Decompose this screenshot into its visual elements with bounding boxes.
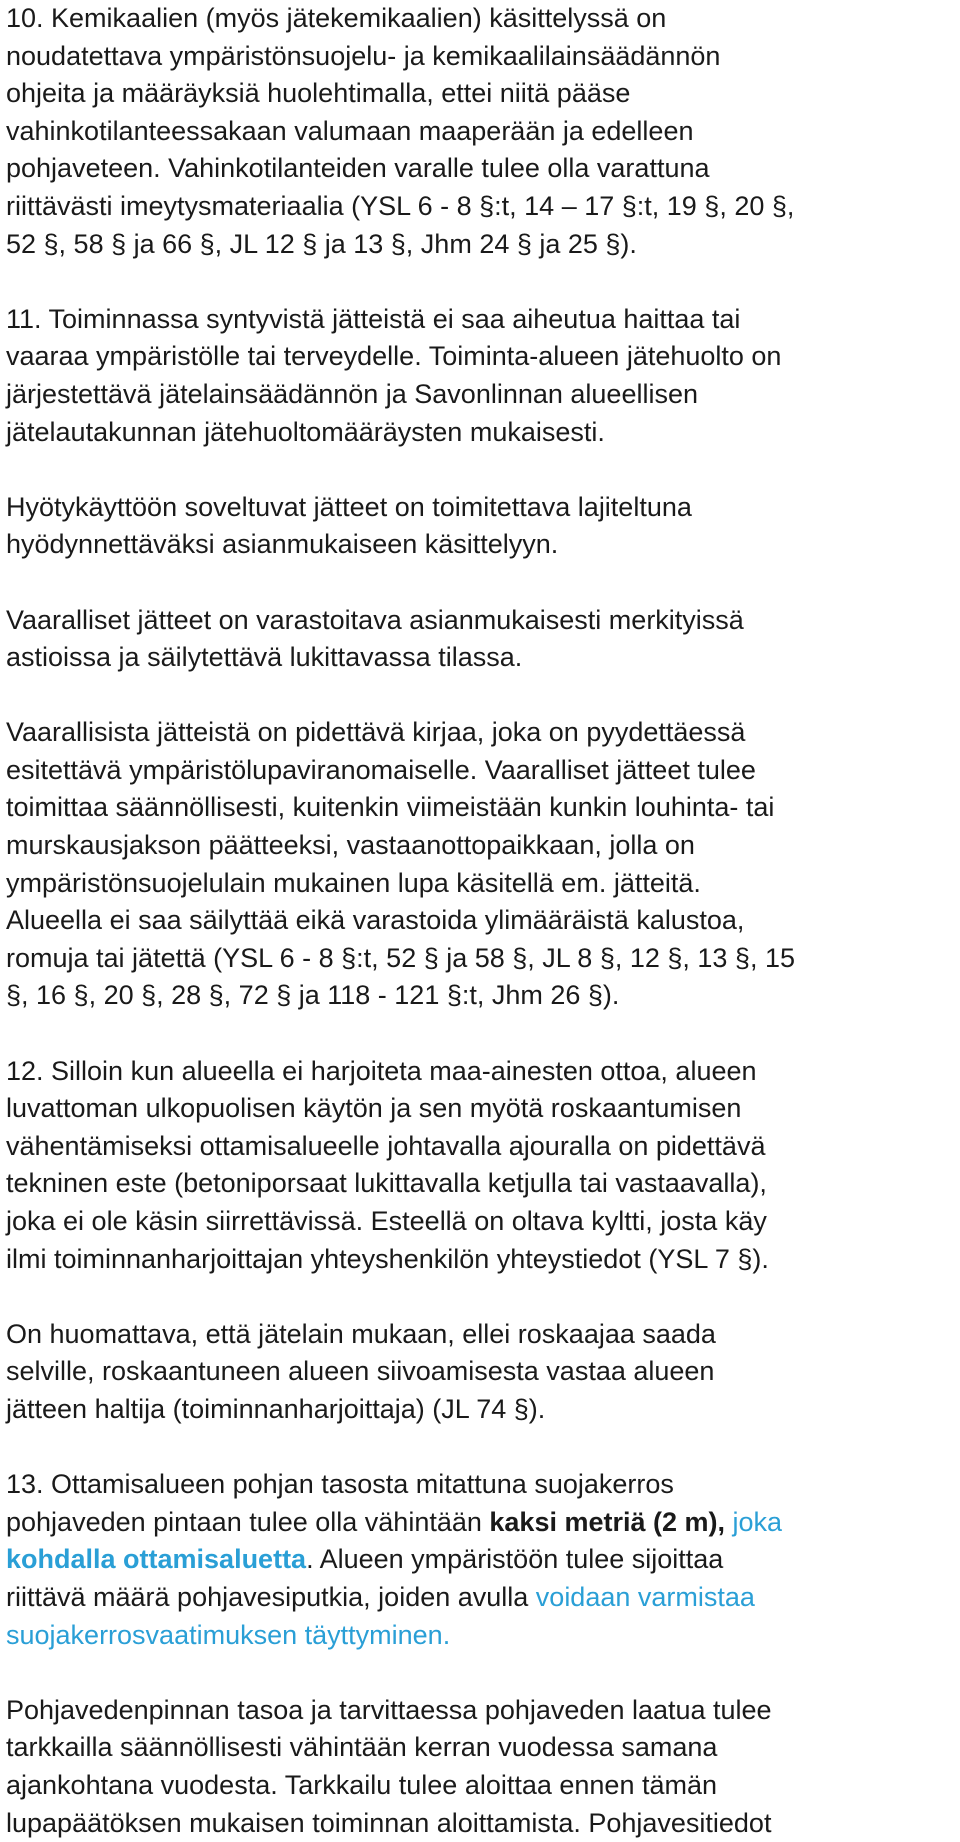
- text-line: §, 16 §, 20 §, 28 §, 72 § ja 118 - 121 §:t, Jhm 26 §).: [6, 977, 954, 1015]
- highlighted-text: joka: [725, 1507, 782, 1537]
- text-line: joka ei ole käsin siirrettävissä. Esteellä on oltava kyltti, josta käy: [6, 1203, 954, 1241]
- highlighted-bold-text: kohdalla ottamisaluetta: [6, 1544, 306, 1574]
- text-line: 13. Ottamisalueen pohjan tasosta mitattuna suojakerros: [6, 1466, 954, 1504]
- text-line: 52 §, 58 § ja 66 §, JL 12 § ja 13 §, Jhm 24 § ja 25 §).: [6, 226, 954, 264]
- text-line: hyödynnettäväksi asianmukaiseen käsittelyyn.: [6, 526, 954, 564]
- paragraph-spacer: [6, 1429, 954, 1467]
- text-line: [6, 1541, 954, 1579]
- text-line: noudatettava ympäristönsuojelu- ja kemikaalilainsäädännön: [6, 38, 954, 76]
- text-line: Vaarallisista jätteistä on pidettävä kirjaa, joka on pyydettäessä: [6, 714, 954, 752]
- paragraph-hazardous-storage: [6, 602, 954, 677]
- paragraph-spacer: [6, 263, 954, 301]
- text-line: ympäristönsuojelulain mukainen lupa käsitellä em. jätteitä.: [6, 865, 954, 903]
- paragraph-hazardous-records: [6, 714, 954, 1015]
- text-run: pohjaveden pintaan tulee olla vähintään: [6, 1507, 489, 1537]
- text-line: [6, 1617, 954, 1655]
- text-line: [6, 1579, 954, 1617]
- highlighted-text: suojakerrosvaatimuksen täyttyminen.: [6, 1620, 450, 1650]
- text-line: ohjeita ja määräyksiä huolehtimalla, ettei niitä pääse: [6, 75, 954, 113]
- text-line: vähentämiseksi ottamisalueelle johtavalla ajouralla on pidettävä: [6, 1128, 954, 1166]
- paragraph-spacer: [6, 677, 954, 715]
- paragraph-groundwater-monitoring: [6, 1692, 954, 1842]
- text-line: jätteen haltija (toiminnanharjoittaja) (JL 74 §).: [6, 1391, 954, 1429]
- text-line: astioissa ja säilytettävä lukittavassa tilassa.: [6, 639, 954, 677]
- text-line: romuja tai jätettä (YSL 6 - 8 §:t, 52 § ja 58 §, JL 8 §, 12 §, 13 §, 15: [6, 940, 954, 978]
- paragraph-11: [6, 301, 954, 451]
- paragraph-spacer: [6, 1278, 954, 1316]
- text-line: Pohjavedenpinnan tasoa ja tarvittaessa pohjaveden laatua tulee: [6, 1692, 954, 1730]
- text-line: Alueella ei saa säilyttää eikä varastoida ylimääräistä kalustoa,: [6, 902, 954, 940]
- paragraph-12: [6, 1053, 954, 1279]
- text-line: vahinkotilanteessakaan valumaan maaperään ja edelleen: [6, 113, 954, 151]
- text-line: järjestettävä jätelainsäädännön ja Savonlinnan alueellisen: [6, 376, 954, 414]
- text-line: vaaraa ympäristölle tai terveydelle. Toiminta-alueen jätehuolto on: [6, 338, 954, 376]
- text-line: 11. Toiminnassa syntyvistä jätteistä ei saa aiheutua haittaa tai: [6, 301, 954, 339]
- text-line: selville, roskaantuneen alueen siivoamisesta vastaa alueen: [6, 1353, 954, 1391]
- text-line: Vaaralliset jätteet on varastoitava asianmukaisesti merkityissä: [6, 602, 954, 640]
- paragraph-spacer: [6, 1654, 954, 1692]
- text-line: On huomattava, että jätelain mukaan, ellei roskaajaa saada: [6, 1316, 954, 1354]
- text-line: murskausjakson päätteeksi, vastaanottopaikkaan, jolla on: [6, 827, 954, 865]
- text-line: Hyötykäyttöön soveltuvat jätteet on toimitettava lajiteltuna: [6, 489, 954, 527]
- paragraph-13: [6, 1466, 954, 1654]
- text-line: tekninen este (betoniporsaat lukittavalla ketjulla tai vastaavalla),: [6, 1165, 954, 1203]
- text-line: pohjaveteen. Vahinkotilanteiden varalle tulee olla varattuna: [6, 150, 954, 188]
- text-line: tarkkailla säännöllisesti vähintään kerran vuodessa samana: [6, 1729, 954, 1767]
- text-line: 10. Kemikaalien (myös jätekemikaalien) käsittelyssä on: [6, 0, 954, 38]
- text-line: ajankohtana vuodesta. Tarkkailu tulee aloittaa ennen tämän: [6, 1767, 954, 1805]
- text-line: riittävästi imeytysmateriaalia (YSL 6 - 8 §:t, 14 – 17 §:t, 19 §, 20 §,: [6, 188, 954, 226]
- paragraph-spacer: [6, 564, 954, 602]
- paragraph-spacer: [6, 451, 954, 489]
- paragraph-littering: [6, 1316, 954, 1429]
- text-line: lupapäätöksen mukaisen toiminnan aloittamista. Pohjavesitiedot: [6, 1805, 954, 1842]
- text-run: riittävä määrä pohjavesiputkia, joiden avulla: [6, 1582, 536, 1612]
- text-line: esitettävä ympäristölupaviranomaiselle. Vaaralliset jätteet tulee: [6, 752, 954, 790]
- paragraph-10: [6, 0, 954, 263]
- paragraph-recyclable-waste: [6, 489, 954, 564]
- text-line: 12. Silloin kun alueella ei harjoiteta maa-ainesten ottoa, alueen: [6, 1053, 954, 1091]
- bold-emphasis: kaksi metriä (2 m),: [489, 1507, 725, 1537]
- text-line: toimittaa säännöllisesti, kuitenkin viimeistään kunkin louhinta- tai: [6, 789, 954, 827]
- text-line: jätelautakunnan jätehuoltomääräysten mukaisesti.: [6, 414, 954, 452]
- text-line: ilmi toiminnanharjoittajan yhteyshenkilön yhteystiedot (YSL 7 §).: [6, 1241, 954, 1279]
- text-run: . Alueen ympäristöön tulee sijoittaa: [306, 1544, 723, 1574]
- text-line: luvattoman ulkopuolisen käytön ja sen myötä roskaantumisen: [6, 1090, 954, 1128]
- text-line: [6, 1504, 954, 1542]
- highlighted-text: voidaan varmistaa: [536, 1582, 755, 1612]
- paragraph-spacer: [6, 1015, 954, 1053]
